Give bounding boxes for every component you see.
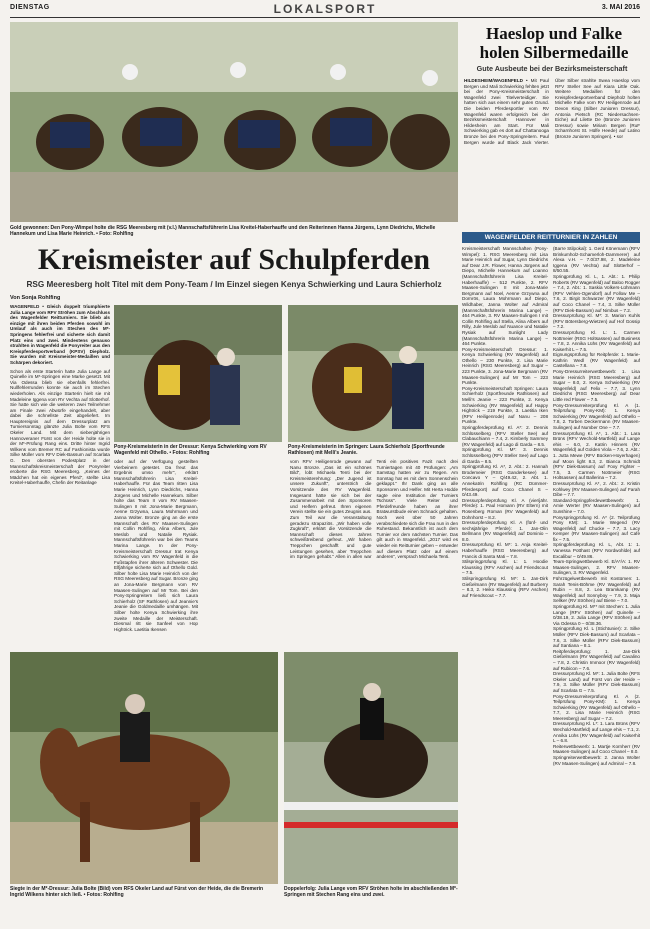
- dressage-photo: [114, 305, 282, 442]
- article-col2-text: oder auf der Verfügung gestellten Vierbeinern getestet. Da freut das Ergebnis umso mehr", erklärt Mannschaftsführerin Lisa Kreitel-Haberhauffe. Für das Team ritten Lisa Marie Heinrich, Lynn Diedrichs, Hanna Jürgens und Michelle Hannekum. Silber holte das Team II vom RV Maasen-Sulingen II mit Jona-Marie Bergmann, Aenne Grzywna, Laura Mohrmann und Janna Wolter. Bronze ging an die erste Mannschaft des RV Maasen-Sulingen mit Collin Rohlfing, Alina Albers, Jule Meslob und Natalie Rysiak. Mannschaftsführerin war bei den Teams Marina Lange. In der Pony-Kreismeisterschaft Dressur trat Kenya Schwierking vom RV Wagenfeld in die Fußstapfen ihrer älteren Schwester. Die Elfjährige sicherte sich auf Othello Gold. Silber holte Lisa Marie Heinrich von der RSG Meeresberg auf Sugar. Bronze ging an Jona-Marie Bergmann vom RV Maasen-Sulingen auf Mr Tom. Bei den Pony-Springreitern ließ sich Laura Schierholz (SF Rathlosen) auf Jeannie's Jeanie die Goldmedaille umhängen. Mit Silber holte Kenya Schwierking ihre zweite Medaille der Meisterschaft. Diesmal ritt sie Sanfeel von Hop Hightrick. Laetitia Ikensen: [114, 459, 198, 632]
- results-col-b: [553, 246, 640, 921]
- article-lead: WAGENFELD • Gleich doppelt triumphierte Julia Lange vom RFV Ströhen zum Abschluss des Wagenfelder Reitturniers. Sie blieb als einzige mit ihren beiden Pferden sowohl im Umlauf als auch im Stechen des M*-Springens fehlerfrei und sicherte sich damit Platz eins und zwei. Mindestens genauso strahlten in Wagenfeld die Ponyreiter aus den Kreispferdesportverband (KPSV) Diepholz. Sie wurden mit Kreismeister-Medaillen und Schärpen dekoriert.: [10, 304, 110, 365]
- main-headline: Kreismeister auf Schulpferden: [37, 243, 431, 276]
- masthead-date: 3. MAI 2016: [601, 4, 640, 11]
- team-photo: [10, 22, 458, 222]
- top-story-headline: Haeslop und Falke holen Silbermedaille: [479, 24, 629, 62]
- article-col-2: [114, 459, 198, 634]
- jumping-winner-photo-image: [284, 652, 458, 884]
- article-col1-text: Schon als erste Starterin hatte Julia Lange auf Quinelle im M*-Springen eine Marke gesetzt. Mit Via Odessa blieb sie ebenfalls fehlerfrei. Nullfehlerrunden konnte sie auch im Stechen wiederholen. Als einzige Starterin hielt sie mit Madeleine Iggena vom RV Vechta auf Slotterhof. Sie hatte sich wie die weiteren zwei Teilnehmer am Finale zwei Abwürfe eingehandelt, aber dabei die schnellste Zeit abgeliefert. Im Hauptereignis auf dem Dressurplatz am Turniersonntag glänzte Julia Bolte vom RFS Okeler Land. Mit dem siebenjährigen Hannoveraner Fürst von der Heide holte sie in der M*-Prüfung Rang eins. Dritte hinter Ingrid Wilkens vom Bremer RC auf Fashionista wurde Silke Müller vom RFV Diek-Bassum auf Scarlata G. Den obersten Podestplatz in der Mannschaftskreismeisterschaft der Ponyreiter eroberte die RSG Meeresberg. „Keines der Mädchen hat ein eigenes Pferd", stellte Lisa Kreitel-Haberhauffe, Chefin der Reitanlage: [10, 368, 110, 486]
- jumping-photo: [288, 305, 458, 442]
- dressage-winner-photo-image: [10, 652, 278, 884]
- masthead-section: LOKALSPORT: [273, 2, 377, 16]
- top-story-text: • Mit Paul Bergen und Mali Schwierking fehlten jetzt bei der Pony-Kreismeisterschaft in Wagenfeld zwei Titelverteidiger. Sie hatten sich aus einem sehr guten Grund. Die beiden Pferdesportler vom RV Wagenfeld waren erfolgreich bei der Bezirksmeisterschaft Hannover in Hildesheim am Start. Für Mali Schwierking gab es dort auf Chattanooga Bronze bei den Pony-Springreitern. Paul Bergen wurde auf Black Jack Vierter. Über Silber strahlte Swea Haeslop vom RFV Steller See auf Kiara Little Oak. Weitere Medaillen für den Kreispferdesportverband Diepholz holten Michelle Falke vom RV Heiligenrode auf Devon King (Silber Junioren Dressur), Antonia Pietsch (RC Niedersachsen-Eiche) auf Lilette De (Bronze Junioren Dressur) sowie Miriam Bergen (RuF Scharnhorst St. Hülfe Heede) auf Latino (Bronze Junioren Springen). • sor: [464, 78, 640, 145]
- jumping-photo-image: [288, 305, 458, 442]
- results-col-a: [462, 246, 548, 921]
- dressage-winner-photo: [10, 652, 278, 884]
- jumping-winner-photo: [284, 652, 458, 884]
- top-story-body: [464, 78, 640, 228]
- article-col-1: [10, 304, 110, 634]
- team-photo-caption: Gold gewonnen: Den Pony-Wimpel holte die RSG Meeresberg mit (v.l.) Mannschaftsführerin Lisa Kreitel-Haberhauffe und den Reiterinnen Hanna Jürgens, Lynn Diedrichs, Michelle Hannekum und Lisa Marie Heinrich. • Foto: Rohlfing: [10, 225, 436, 237]
- dressage-photo-image: [114, 305, 282, 442]
- article-col-4: [290, 459, 458, 634]
- dressage-photo-caption: Pony-Kreismeisterin in der Dressur: Kenya Schwierking vom RV Wagenfeld mit Othello. • Fotos: Rohlfing: [114, 444, 267, 456]
- main-subheadline: RSG Meeresberg holt Titel mit dem Pony-Team / Im Einzel siegen Kenya Schwierking und Laura Schierholz: [26, 280, 442, 289]
- byline: Von Sonja Rohlfing: [10, 295, 61, 301]
- dressage-winner-caption: Siegte in der M*-Dressur: Julia Bolte (Bild) vom RFS Okeler Land auf Fürst von der Heide, die die Bremerin Ingrid Wilkens hinter sich ließ. • Fotos: Rohlfing: [10, 886, 264, 898]
- results-col-a-text: Kreismeisterschaft Mannschaften (Pony-Wimpel): 1. RSG Meeresberg mit Lisa Marie Heinrich auf Sugar, Lynn Diedrichs auf Dear J.R. Flower, Hanna Jürgens auf Diepo, Michelle Hannekum auf Loanno (Mannschaftsführerin Lisa Kreitel-Haberhauffe) – 512 Punkte, 2. RFV Maasen-Sulingen II mit Jona-Marie Bergmann auf Noel, Aenne Grzywna auf Dornrös, Laura Mohrmann auf Diepo, Wildhaber, Janna Wolter auf Admiral (Mannschaftsführerin Marina Lange) – 464 Punkte, 3. RV Maasen-Sulingen I mit Collin Rohlfing auf Stella, Alina Albers auf Rilly, Jule Meslob auf Nuance und Natalie Rysiak auf Sunlight Lady (Mannschaftsführerin Marina Lange) – 464 Punkte. Pony-Kreismeisterschaft Dressur: 1. Kenya Schwierking (RV Wagenfeld) auf Othello – 230 Punkte, 2. Lisa Marie Heinrich (RSG Meeresberg) auf Sugar – 223 Punkte, 3. Jona-Marie Bergmann (RV Maasen-Sulingen) auf Mr Tom – 223 Punkte. Pony-Kreismeisterschaft Springen: Laura Schierholz (Sportfreunde Rathlosen) auf Melli's Jeanie – 223 Punkte, 2. Kenya Schwierking (RV Wagenfeld) auf Happy Hightrick – 219 Punkte, 3. Laetitia Iken (RFV Heiligenrode) auf Nanu – 208 Punkte. Springpferdeprüfung Kl. A*: 2. Dennis Schlüsselberg (RFV Steller See) auf Clabauchiann – 7.4, 2. Kimberly Sammey (RV Wagenfeld) auf Lago di Garda – 8.5. Springprüfung Kl. M*: 3. Dennis Schlüsselberg (RFV Steller See) auf Lago di Garda – 8.5. Springprüfung Kl. A*, 2. Abt.: 2. Hannah Brodemeier (RSG Ganderkesee) auf Concavo Y – Q/49.42, 2. Abt. 1. Annekatrin Rohlfing (RC Dümmer-Pferdesport) auf Coco Chanel S – 0/43.49. Dressurpferdeprüfung Kl. A (vier/jähr. Pferde): 1. Paul Homann (RV Eltern) mit Rosenberg Roman (RV Wagenfeld) auf Dohnhorst – 8.2. Dressurpferdeprüfung Kl. A (fünf- und sechsjährige Pferde): 1. Jan-Olin Bellmann (RV Wagenfeld) auf Dominio – 8.0. Dressurprüfung Kl. M*: 1. Anja Kreitel-Haberhauffe (RSG Meeresberg) auf Francis di Santa Mati – 7.8. Stilspringprüfung Kl. L: 1. Hoodie Klaussing (RFV Aschen) auf Friendscout – 7.5. Stilspringprüfung Kl. M*: 1. Jan-Dirk Gießelmann (RV Wagenfeld) auf Burberry – 8.3, 2. Heiko Klaussing (RFV Aschen) auf Friendscout – 7.7.: [462, 246, 548, 598]
- article-col3-text: vom RFV Heiligenrode gewann auf Nanu Bronze. „Das ist ein schönes Bild", lobt Michaela Tenti bei der Kreismeisterehrung: „Der Jugend ist unsere Zukunft", unterstrich die Vorsitzende des RV Wagenfeld. Insgesamt hätte sie sich bei der Zusammenarbeit mit den Sponsoren und Helfern gefreut. Ihren eigenen Verein stellte sie ein gutes Zeugnis aus. Zum Teil war die Veranstaltung geradezu strapaziös. „Wir haben volle Zugkraft", erklärt die Vorsitzende die Mannschaft dieses Jahres schweißtreibend gefreut. „Wir haben Treppchen geschafft und gute Leistungen gesehen, aber Treppchen im Springen gehabt." Allen in allen war Tenti ein positives Fazit nach drei Turniertagen mit 40 Prüfungen: „Am Samstag hatten wir zu Regen. Am Sonntag hat es mit dem Sonnenschein geklappt." Ihr Dank ging an alle Sponsoren und Helfer. Mit Herta Hodde sagte eine Institution der Turniers Tschüss". Viele Reiter und Pferdefreunde haben an ihrer Bratwurstbude einen Schnack gehalten. Noch weit über 50 Jahren verabschiedete sich die Frau nun in den Ruhestand. Bekanntlich ist auch dem Turnier vor dem nächsten Turnier. Das gilt auch in Wagenfeld. „2017 wird es wieder ein Reitturnier geben – entweder auf diesem Platz oder auf einem anderen", versprach Michaela Tenti.: [290, 459, 458, 560]
- article-col-3: [202, 459, 286, 634]
- results-col-b-text: (Barre Stilpokal): 1. Gerd Könemann (RFV Brinkumholz-Schamerloh-Dammerer) auf Alexa v.H. – 7.0/37.98, 2. Madeleine Iggena (RV Vechta) auf Slotterhof – 8/50.55. Springprüfung Kl. L, 1. Abt.: 1. Philip Roberts (RV Wagenfeld) auf Baloo Rogger – 7.4, 2. Abt.: 1. Saskia Volkers-Lühmann (RFV Vehlen-Ogendorf) auf Follow Me – 7.6, 2. Birgit Schwarzer (RV Wagenfeld) auf Coco Chanel – 7.4, 3. Silke Müller (RFV Diek-Bassum) auf Nimbus – 7.2. Dressurprüfung Kl. M*: 3. Marion Kuhls (RFV Bötersberg-Wietzen) auf Hof Gossip – 7.2. Dressurprüfung Kl. L: 1. Carmen Nottmeier (RSG Holtsassen) auf Business – 7.8, 2. Annika Lühs (RV Wagenfeld) auf Kaiserhit L – 7.5. Eignungsprüfung für Reitpferde: 1. Marie-Kathrin Wedl (RV Wagenfeld) auf Castellana – 7.8. Pony-Dressurreiterwettbewerb: 1. Lisa Marie Heinrich (RSG Meeresberg) auf Sugar – 8.0, 2. Kenya Schwierking (RV Wagenfeld) auf Felix – 7.7, 3. Lynn Diedrichs (RSG Meeresberg) auf Dear Little red Flower – 7.5. Pony-Dressurreiterprüfung Kl. A (1. Teilprüfung Pony-KM): 1. Kenya Schwierking (RV Wagenfeld) auf Othello – 7.8, 2. Torben Deckermann (RV Maasen-Sulingen) auf Number One – 7.7. Dressurprüfung Kl. A*, 1. Abt.: 1. Lara Brüns (RFV Wechold-Martfeld) auf Lange ehis – 6.0, 2. Katrin Hinners (RV Wagenfeld) auf Golden Viola – 7.6, 2. Abt.: 1. Jutta Mewe (RFV Bücken-Hoyerhagen) auf Moon light 8.3, 2. Bianca Schmidt (RFV Diek-Bassum) auf Foxy Fighter – 7.5, 3. Carmen Nottmeier (RSG Holtsassen) auf Ballerina – 7.2. Dressurprüfung Kl. A*, 2. Abt.: 2. Kristin Kohlwey (RV Maasen-Sulingen) auf Farah Dibe – 7.7. Standard-Springpferdewettbewerb: 1. Amie Werter (RV Maasen-Sulingen) auf Sunshine – 7.0. Ponyspringprüfung Kl. A* (2. Teilprüfung Pony KM): 1. Marie Wegend (RV Wagenfeld) auf Chucke – 7.7, 3. Lacy Kemper (RV Maasen-Sulingen) auf Cafè fix – 7.5. Springpferdeprüfung Kl. L, Abt. 1: 1. Vanessa Potthast (RFV Nordwohlde) auf Excalibur – 0/49.86. Team-Springwettbewerb Kl. E/A*/A: 1. RV Maasen-Sulingen, 2. RFV Maasen-Sulingen, 3. RV Wagenfeld. Führzügelwettbewerb mit Kostümen: 1. Sarah Tenis-Böhme (RV Wagenfeld) auf Rubin – 8.8, 2. Lea Bramkamp (RV Wagenfeld) auf Sonnyboy – 7.9, 3. Maja Sellker (RV Ströhen) auf Biene – 7.0. Springprüfung Kl. M** mit Stechen: 1. Julia Lange (RFV Ströhen) auf Quinelle – 0/38.19, 2. Julia Lange (RFV Ströhen) auf Via Odessa 0 – 0/38.36. Springprüfung Kl. L (Stichtunier): 2. Silke Müller (RFV Diek-Bassum) auf Scarlata – 7.6, 3. Silke Müller (RFV Diek-Bassum) auf Santiana – 8.1. Reitpferdeprüfung: 1. Jan-Dirk Gießelmann (RV Wagenfeld) auf Cavalino – 7.8, 2. Christin Immoor (RV Wagenfeld) auf Rubicon – 7.6. Dressurprüfung Kl. M*: 1. Julia Bolte (RFS Okeler Land) auf Fürst von der Heide – 7.9, 3. Silke Müller (RFV Diek-Bassum) auf Scarlata G – 7.5. Pony-Dressurreiterprüfung Kl. A (2. Teilprüfung Pony-KM): 1. Kenya Schwierking (RV Wagenfeld) auf Othello – 7.7, 2. Lisa Marie Heinrich (RSG Meeresberg) auf Sugar – 7.2. Dressurprüfung Kl. L*: 1. Lara Brüns (RFV Wechold-Martfeld) auf Lange ehis – 7.1, 2. Annika Lühs (RV Wagenfeld) auf Kaiserhit L – 6.8. Reiterwettbewerb: 1. Martje Kornherr (RV Maasen-Sulingen) auf Coco Chanel – 8.0. Springreiterwettbewerb: 2. Janna Wolter (RV Maasen-Sulingen) auf Admiral – 7.8.: [553, 246, 640, 766]
- jumping-winner-caption: Doppelerfolg: Julia Lange vom RFV Ströhen holte im abschließenden M*-Springen mit Stechen Rang eins und zwei.: [284, 886, 458, 898]
- results-header: WAGENFELDER REITTURNIER IN ZAHLEN: [462, 232, 640, 243]
- top-story-dateline: HILDESHEIM/WAGENFELD: [464, 78, 523, 83]
- top-story-subheadline: Gute Ausbeute bei der Bezirksmeisterschaft: [476, 64, 628, 73]
- team-photo-image: [10, 22, 458, 222]
- masthead-rule: [10, 17, 640, 18]
- jumping-photo-caption: Pony-Kreismeisterin im Springen: Laura Schierholz (Sportfreunde Rathlosen) mit Melli's Jeanie.: [288, 444, 445, 456]
- masthead-day: DIENSTAG: [10, 4, 50, 11]
